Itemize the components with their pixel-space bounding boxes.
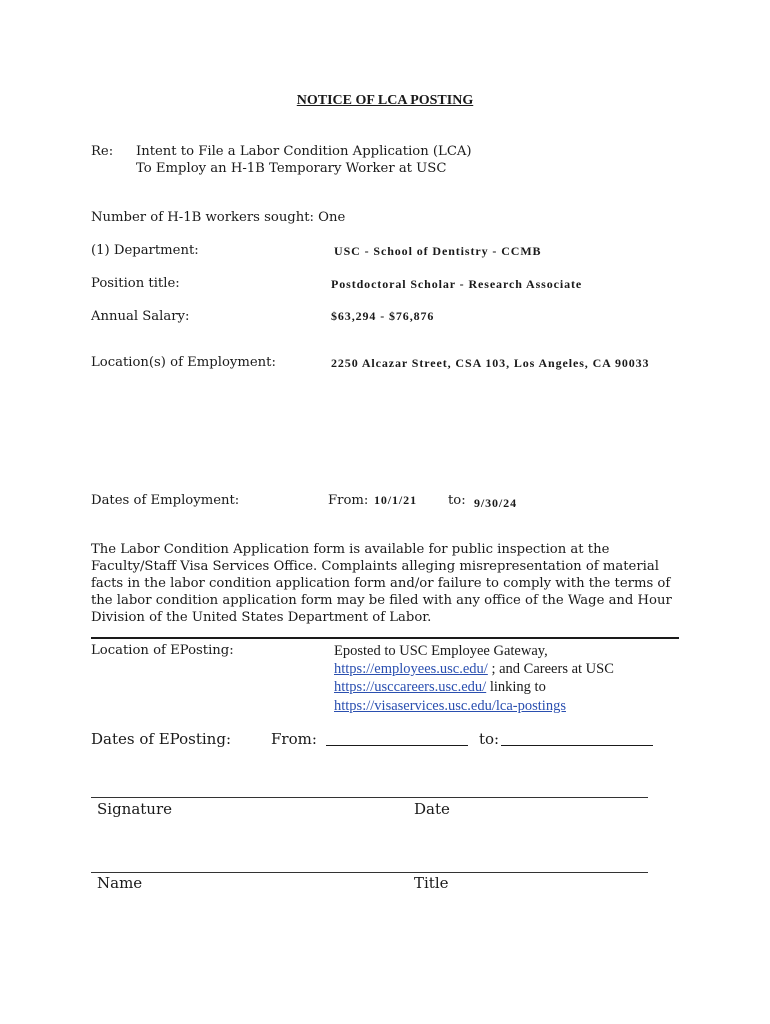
visaservices-link[interactable]: https://visaservices.usc.edu/lca-postings [334, 698, 566, 714]
eposting-text: linking to [486, 679, 546, 695]
paragraph-line: Division of the United States Department of Labor. [91, 610, 432, 625]
department-value: USC - School of Dentistry - CCMB [334, 244, 542, 258]
re-line-2: To Employ an H-1B Temporary Worker at USC [136, 161, 447, 176]
department-label: (1) Department: [91, 243, 199, 258]
eposting-line-3 [334, 678, 614, 696]
eposting-dates-label: Dates of EPosting: [91, 730, 231, 748]
position-label: Position title: [91, 276, 180, 291]
location-label: Location(s) of Employment: [91, 355, 276, 370]
paragraph-line: The Labor Condition Application form is available for public inspection at the [91, 542, 610, 557]
employment-dates-label: Dates of Employment: [91, 493, 240, 508]
eposting-line-4 [334, 696, 614, 715]
paragraph-line: Faculty/Staff Visa Services Office. Complaints alleging misrepresentation of material [91, 559, 659, 574]
signature-label: Signature [97, 800, 173, 818]
salary-label: Annual Salary: [91, 309, 190, 324]
paragraph-line: the labor condition application form may be filed with any office of the Wage and Hour [91, 593, 672, 608]
salary-value: $63,294 - $76,876 [331, 309, 435, 323]
eposting-from-field[interactable] [326, 731, 468, 750]
eposting-to-label: to: [479, 730, 500, 748]
name-label: Name [97, 874, 143, 892]
eposting-to-field[interactable] [501, 731, 653, 750]
position-value: Postdoctoral Scholar - Research Associate [331, 277, 583, 291]
careers-link[interactable]: https://usccareers.usc.edu/ [334, 679, 487, 695]
signature-line[interactable] [91, 797, 648, 798]
workers-sought: Number of H-1B workers sought: One [91, 210, 346, 225]
employment-to-label: to: [448, 493, 466, 508]
section-divider [91, 637, 679, 639]
eposting-text: ; and Careers at USC [487, 661, 614, 677]
paragraph-line: facts in the labor condition application form and/or failure to comply with the terms of [91, 576, 671, 591]
eposting-location-label: Location of EPosting: [91, 643, 234, 658]
eposting-line-1: Eposted to USC Employee Gateway, [334, 643, 548, 659]
inspection-paragraph [91, 541, 691, 626]
employment-from-label: From: [328, 493, 369, 508]
eposting-location-value [334, 642, 614, 715]
employment-from-value: 10/1/21 [374, 493, 417, 507]
eposting-line-2 [334, 660, 614, 678]
employees-link[interactable]: https://employees.usc.edu/ [334, 661, 488, 677]
date-label: Date [414, 800, 450, 818]
eposting-from-label: From: [271, 730, 317, 748]
name-line[interactable] [91, 872, 648, 873]
employment-to-value: 9/30/24 [474, 496, 517, 510]
title-label: Title [414, 874, 449, 892]
re-label: Re: [91, 144, 114, 159]
location-value: 2250 Alcazar Street, CSA 103, Los Angeles, CA 90033 [331, 356, 650, 370]
re-line-1: Intent to File a Labor Condition Application (LCA) [136, 144, 472, 159]
page-title: NOTICE OF LCA POSTING [296, 93, 474, 108]
